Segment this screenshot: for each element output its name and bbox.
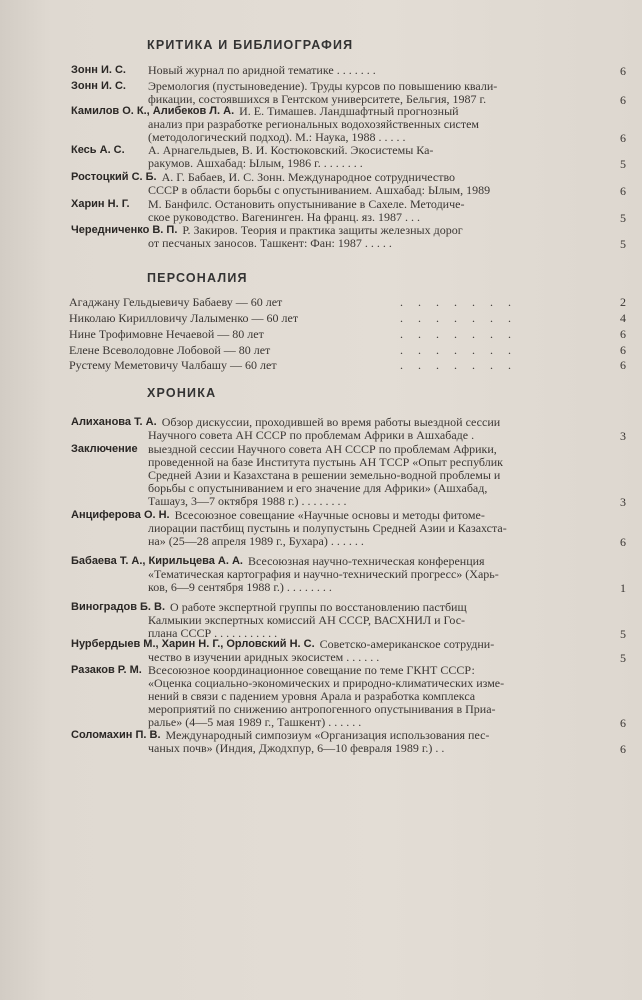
entry-text-line: Всесоюзное совещание «Научные основы и методы фитоме- bbox=[174, 508, 485, 522]
entry-text-line: Новый журнал по аридной тематике . . . . . . . bbox=[148, 63, 376, 77]
entry-author: Зонн И. С. bbox=[71, 64, 126, 76]
entry-author: Анциферова О. Н. bbox=[71, 509, 170, 521]
page-number: 6 bbox=[620, 742, 626, 756]
page-number: 5 bbox=[620, 237, 626, 251]
entry-text-line: «Оценка социально-экономических и природно-климатических изме- bbox=[148, 676, 505, 690]
page-number: 3 bbox=[620, 495, 626, 509]
entry-text-line: борьбы с опустыниванием и его значение для Африки» (Ашхабад, bbox=[148, 481, 488, 495]
personalia-entry-text: Нине Трофимовне Нечаевой — 80 лет bbox=[69, 327, 264, 341]
entry-text-line: ское руководство. Вагенинген. На франц. яз. 1987 . . . bbox=[148, 210, 420, 224]
personalia-entry-text: Агаджану Гельдыевичу Бабаеву — 60 лет bbox=[69, 295, 283, 309]
entry-text-line: проведенной на базе Института пустынь АН ТССР «Опыт республик bbox=[148, 455, 503, 469]
entry-author: Разаков Р. М. bbox=[71, 664, 142, 676]
entry-text-line: А. Г. Бабаев, И. С. Зонн. Международное сотрудничество bbox=[161, 170, 456, 184]
entry-author: Зонн И. С. bbox=[71, 80, 126, 92]
entry-text-line: лиорации пастбищ пустынь и полупустынь Средней Азии и Казахста- bbox=[148, 521, 507, 535]
page-number: 6 bbox=[620, 131, 626, 145]
entry-author: Ростоцкий С. Б. bbox=[71, 171, 157, 183]
entry-author: Соломахин П. В. bbox=[71, 729, 161, 741]
entry-text-line: И. Е. Тимашев. Ландшафтный прогнозный bbox=[239, 104, 459, 118]
section-heading-personalia: ПЕРСОНАЛИЯ bbox=[147, 271, 248, 285]
leader-dots: . . . . . . . bbox=[400, 358, 517, 372]
entry-text-line: Средней Азии и Казахстана в решении земельно-водной проблемы и bbox=[148, 468, 501, 482]
personalia-entry-text: Николаю Кирилловичу Лалыменко — 60 лет bbox=[69, 311, 299, 325]
entry-text-line: Научного совета АН СССР по проблемам Африки в Ашхабаде . bbox=[148, 428, 475, 442]
entry-text-line: Калмыкии экспертных комиссий АН СССР, ВАСХНИЛ и Гос- bbox=[148, 613, 466, 627]
entry-author: Виноградов Б. В. bbox=[71, 601, 166, 613]
entry-text-line: Р. Закиров. Теория и практика защиты железных дорог bbox=[182, 223, 463, 237]
leader-dots: . . . . . . . bbox=[400, 311, 517, 325]
page-number: 4 bbox=[620, 311, 626, 325]
entry-text-line: Всесоюзная научно-техническая конференция bbox=[247, 554, 485, 568]
page-number: 5 bbox=[620, 157, 626, 171]
page-number: 6 bbox=[620, 64, 626, 78]
entry-text-line: М. Банфилс. Остановить опустынивание в Сахеле. Методиче- bbox=[148, 197, 465, 211]
entry-text-line: мероприятий по снижению антропогенного опустынивания в Приа- bbox=[148, 702, 496, 716]
page-number: 3 bbox=[620, 429, 626, 443]
entry-author: Камилов О. К., Алибеков Л. А. bbox=[71, 105, 235, 117]
entry-author: Нурбердыев М., Харин Н. Г., Орловский Н. С. bbox=[71, 638, 315, 650]
entry-text-line: ракумов. Ашхабад: Ылым, 1986 г. . . . . . . . bbox=[148, 156, 363, 170]
entry-author: Харин Н. Г. bbox=[71, 198, 130, 210]
section-heading-critique: КРИТИКА И БИБЛИОГРАФИЯ bbox=[147, 38, 354, 52]
entry-text-line: «Тематическая картография и научно-технический прогресс» (Харь- bbox=[148, 567, 499, 581]
page-number: 6 bbox=[620, 327, 626, 341]
entry-author: Чередниченко В. П. bbox=[71, 224, 178, 236]
entry-author: Алиханова Т. А. bbox=[71, 416, 157, 428]
entry-author: Бабаева Т. А., Кирильцева А. А. bbox=[71, 555, 243, 567]
entry-text-line: на» (25—28 апреля 1989 г., Бухара) . . . . . . bbox=[148, 534, 364, 548]
entry-text-line: Международный симпозиум «Организация использования пес- bbox=[165, 728, 490, 742]
page-number: 1 bbox=[620, 581, 626, 595]
personalia-entry-text: Елене Всеволодовне Лобовой — 80 лет bbox=[69, 343, 271, 357]
entry-text-line: Советско-американское сотрудни- bbox=[319, 637, 495, 651]
entry-text-line: плана СССР . . . . . . . . . . . bbox=[148, 626, 278, 640]
page-number: 5 bbox=[620, 627, 626, 641]
leader-dots: . . . . . . . bbox=[400, 295, 517, 309]
entry-text-line: ралье» (4—5 мая 1989 г., Ташкент) . . . . . . bbox=[148, 715, 362, 729]
page-number: 2 bbox=[620, 295, 626, 309]
page-number: 6 bbox=[620, 716, 626, 730]
page-number: 6 bbox=[620, 343, 626, 357]
entry-text-line: Эремология (пустыноведение). Труды курсов по повышению квали- bbox=[148, 79, 498, 93]
page-number: 6 bbox=[620, 93, 626, 107]
entry-text-line: анализ при разработке региональных водохозяйственных систем bbox=[148, 117, 479, 131]
section-heading-chronicle: ХРОНИКА bbox=[147, 386, 217, 400]
page-number: 6 bbox=[620, 184, 626, 198]
entry-text-line: Всесоюзное координационное совещание по теме ГКНТ СССР: bbox=[148, 663, 475, 677]
leader-dots: . . . . . . . bbox=[400, 327, 517, 341]
entry-author: Заключение bbox=[71, 443, 138, 455]
page-number: 5 bbox=[620, 651, 626, 665]
entry-text-line: СССР в области борьбы с опустыниванием. Ашхабад: Ылым, 1989 bbox=[148, 183, 491, 197]
entry-text-line: (методологический подход). М.: Наука, 1988 . . . . . bbox=[148, 130, 406, 144]
page-number: 5 bbox=[620, 211, 626, 225]
entry-text-line: Обзор дискуссии, проходившей во время работы выездной сессии bbox=[161, 415, 501, 429]
entry-text-line: чаных почв» (Индия, Джодхпур, 6—10 февраля 1989 г.) . . bbox=[148, 741, 445, 755]
entry-text-line: фикации, состоявшихся в Гентском университете, Бельгия, 1987 г. bbox=[148, 92, 487, 106]
personalia-entry-text: Рустему Меметовичу Чалбашу — 60 лет bbox=[69, 358, 277, 372]
page-number: 6 bbox=[620, 535, 626, 549]
entry-author: Кесь А. С. bbox=[71, 144, 125, 156]
entry-text-line: О работе экспертной группы по восстановлению пастбищ bbox=[170, 600, 467, 614]
entry-text-line: А. Арнагельдыев, В. И. Костюковский. Экосистемы Ка- bbox=[148, 143, 434, 157]
leader-dots: . . . . . . . bbox=[400, 343, 517, 357]
entry-text-line: ков, 6—9 сентября 1988 г.) . . . . . . . . bbox=[148, 580, 332, 594]
entry-text-line: Ташауз, 3—7 октября 1988 г.) . . . . . . . . bbox=[148, 494, 347, 508]
entry-text-line: чество в изучении аридных экосистем . . . . . . bbox=[148, 650, 380, 664]
entry-text-line: от песчаных заносов. Ташкент: Фан: 1987 . . . . . bbox=[148, 236, 392, 250]
entry-text-line: нений в связи с падением уровня Арала и разработка комплекса bbox=[148, 689, 476, 703]
entry-text-line: выездной сессии Научного совета АН СССР по проблемам Африки, bbox=[148, 442, 497, 456]
page-number: 6 bbox=[620, 358, 626, 372]
